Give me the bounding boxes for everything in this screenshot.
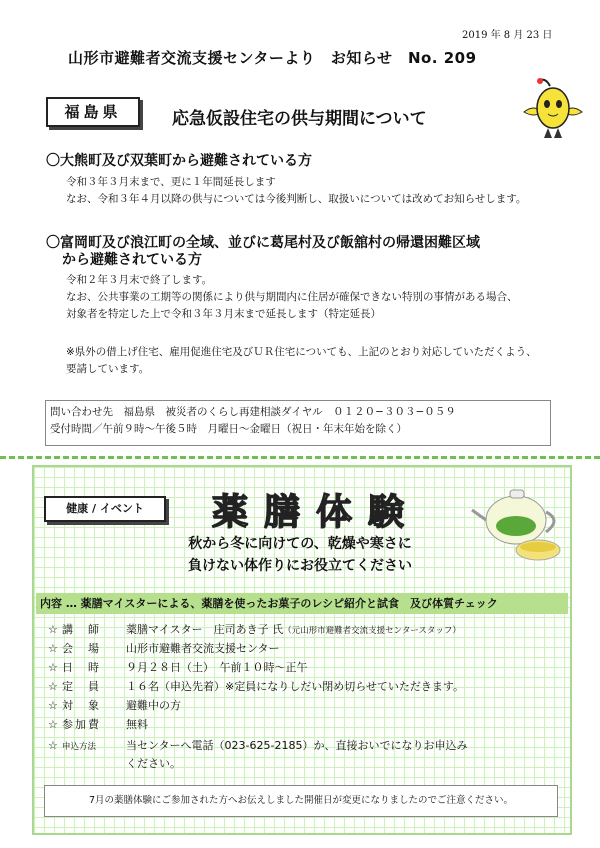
section2-heading-line2: から避難されている方 bbox=[62, 252, 202, 268]
section1-line2: なお、令和３年４月以降の供与については今後判断し、取扱いについては改めてお知らせします。 bbox=[66, 193, 527, 205]
section2-line3: 対象者を特定した上で令和３年３月末まで延長します（特定延長） bbox=[66, 308, 381, 320]
detail-lecturer: ☆ 講 師 薬膳マイスター 庄司あき子 氏（元山形市避難者交流支援センタースタッフ） bbox=[48, 623, 461, 636]
detail-fee: ☆ 参加費 無料 bbox=[48, 718, 148, 731]
section2-line1: 令和２年３月末で終了します。 bbox=[66, 274, 213, 286]
contact-box bbox=[45, 400, 551, 446]
remark-line2: 要請しています。 bbox=[66, 363, 150, 375]
newsletter-title: 山形市避難者交流支援センターより お知らせ No. 209 bbox=[68, 49, 477, 67]
event-footnote: 7月の薬膳体験にご参加された方へお伝えしました開催日が変更になりましたのでご注意ください。 bbox=[44, 785, 558, 817]
section1-heading: 〇大熊町及び双葉町から避難されている方 bbox=[46, 153, 312, 169]
detail-application-cont: ください。 bbox=[126, 757, 181, 770]
section-divider bbox=[0, 456, 600, 459]
issue-date: 2019 年 8 月 23 日 bbox=[462, 30, 553, 41]
section2-line2: なお、公共事業の工期等の関係により供与期間内に住居が確保できない特別の事情がある場合、 bbox=[66, 291, 518, 303]
detail-datetime: ☆ 日 時 ９月２８日（土） 午前１０時〜正午 bbox=[48, 661, 308, 674]
event-subtitle-line2: 負けない体作りにお役立てください bbox=[188, 558, 412, 574]
detail-application: ☆ 申込方法 当センターへ電話（023-625-2185）か、直接おいでになりお申込み bbox=[48, 739, 468, 752]
event-content: 内容 … 薬膳マイスターによる、薬膳を使ったお菓子のレシピ紹介と試食 及び体質チェック bbox=[36, 593, 568, 614]
detail-target: ☆ 対 象 避難中の方 bbox=[48, 699, 181, 712]
prefecture-label: 福島県 bbox=[46, 97, 140, 127]
remark-line1: ※県外の借上げ住宅、雇用促進住宅及びＵＲ住宅についても、上記のとおり対応していただくよう、 bbox=[66, 346, 537, 358]
detail-venue: ☆ 会 場 山形市避難者交流支援センター bbox=[48, 642, 280, 655]
notice-topic: 応急仮設住宅の供与期間について bbox=[172, 109, 427, 129]
mascot-character-icon bbox=[520, 78, 586, 142]
section2-heading-line1: 〇富岡町及び浪江町の全域、並びに葛尾村及び飯舘村の帰還困難区域 bbox=[46, 235, 480, 251]
section1-line1: 令和３年３月末まで、更に１年間延長します bbox=[66, 176, 276, 188]
contact-line2: 受付時間／午前９時〜午後５時 月曜日〜金曜日（祝日・年末年始を除く） bbox=[50, 423, 407, 435]
detail-capacity: ☆ 定 員 １６名（申込先着）※定員になりしだい閉め切らせていただきます。 bbox=[48, 680, 465, 693]
event-title: 薬膳体験 bbox=[212, 492, 421, 533]
contact-line1: 問い合わせ先 福島県 被災者のくらし再建相談ダイヤル ０１２０−３０３−０５９ bbox=[50, 406, 456, 418]
event-subtitle-line1: 秋から冬に向けての、乾燥や寒さに bbox=[188, 536, 412, 552]
event-category: 健康 / イベント bbox=[44, 496, 166, 522]
